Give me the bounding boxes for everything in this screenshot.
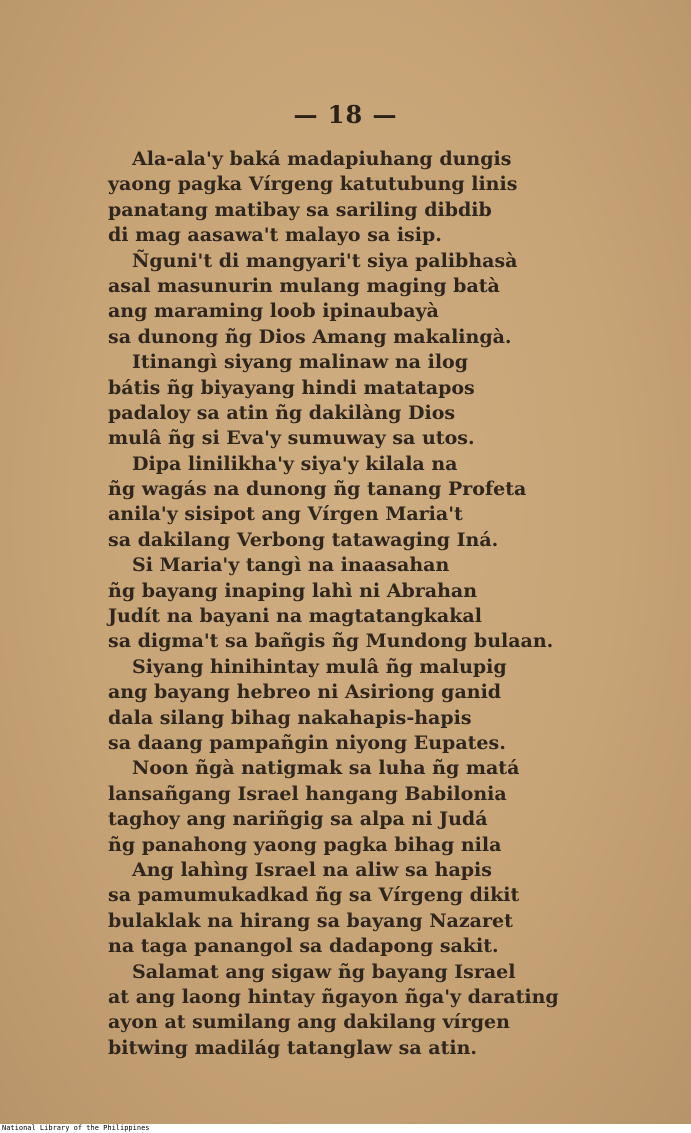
stanza bbox=[108, 147, 608, 249]
poem-line: Noon ñgà natigmak sa luha ñg matá bbox=[132, 757, 520, 780]
poem-line: Dipa linilikha'y siya'y kilala na bbox=[132, 452, 458, 475]
poem-line: ang maraming loob ipinaubayà bbox=[108, 300, 439, 323]
poem-line: sa daang pampañgin niyong Eupates. bbox=[108, 731, 506, 754]
poem-line: Salamat ang sigaw ñg bayang Israel bbox=[132, 960, 516, 983]
poem-line: Siyang hinihintay mulâ ñg malupig bbox=[132, 655, 507, 678]
poem-line: ayon at sumilang ang dakilang vírgen bbox=[108, 1011, 510, 1034]
poem-line: taghoy ang nariñgig sa alpa ni Judá bbox=[108, 808, 488, 831]
poem-line: padaloy sa atin ñg dakilàng Dios bbox=[108, 401, 456, 424]
poem-line: ñg bayang inaping lahì ni Abrahan bbox=[108, 579, 478, 602]
stanza bbox=[108, 350, 608, 452]
stanza bbox=[108, 655, 608, 757]
stanza bbox=[108, 249, 608, 351]
poem-line: Itinangì siyang malinaw na ilog bbox=[132, 351, 468, 374]
poem-line: asal masunurin mulang maging batà bbox=[108, 274, 500, 297]
page-number: — 18 — bbox=[293, 100, 398, 129]
poem-line: at ang laong hintay ñgayon ñga'y darating bbox=[108, 985, 559, 1008]
poem-line: bátis ñg biyayang hindi matatapos bbox=[108, 376, 475, 399]
poem-line: panatang matibay sa sariling dibdib bbox=[108, 198, 492, 221]
poem-line: bulaklak na hirang sa bayang Nazaret bbox=[108, 909, 513, 932]
poem-line: Ñguni't di mangyari't siya palibhasà bbox=[132, 249, 518, 272]
poem-line: bitwing madilág tatanglaw sa atin. bbox=[108, 1036, 478, 1059]
poem-line: sa dakilang Verbong tatawaging Iná. bbox=[108, 528, 499, 551]
stanza bbox=[108, 452, 608, 554]
stanza bbox=[108, 858, 608, 960]
stanza bbox=[108, 756, 608, 858]
stanza bbox=[108, 553, 608, 655]
poem-line: ang bayang hebreo ni Asiriong ganid bbox=[108, 681, 502, 704]
poem-line: Si Maria'y tangì na inaasahan bbox=[132, 554, 450, 577]
poem-line: sa digma't sa bañgis ñg Mundong bulaan. bbox=[108, 630, 554, 653]
library-credit: National Library of the Philippines bbox=[2, 1124, 150, 1132]
poem-line: anila'y sisipot ang Vírgen Maria't bbox=[108, 503, 463, 526]
poem-line: dala silang bihag nakahapis-hapis bbox=[108, 706, 472, 729]
poem-line: lansañgang Israel hangang Babilonia bbox=[108, 782, 507, 805]
poem-line: yaong pagka Vírgeng katutubung linis bbox=[108, 173, 518, 196]
poem-line: ñg wagás na dunong ñg tanang Profeta bbox=[108, 478, 527, 501]
poem-line: Ala-ala'y baká madapiuhang dungis bbox=[132, 148, 512, 170]
poem-body bbox=[108, 147, 608, 1061]
poem-line: ñg panahong yaong pagka bihag nila bbox=[108, 833, 502, 856]
poem-line: sa pamumukadkad ñg sa Vírgeng dikit bbox=[108, 884, 520, 907]
poem-line: sa dunong ñg Dios Amang makalingà. bbox=[108, 325, 512, 348]
poem-line: Judít na bayani na magtatangkakal bbox=[108, 605, 482, 628]
poem-line: mulâ ñg si Eva'y sumuway sa utos. bbox=[108, 427, 475, 450]
poem-line: na taga panangol sa dadapong sakit. bbox=[108, 935, 499, 958]
stanza bbox=[108, 960, 608, 1062]
poem-line: di mag aasawa't malayo sa isip. bbox=[108, 224, 442, 247]
poem-line: Ang lahìng Israel na aliw sa hapis bbox=[132, 858, 492, 881]
footer-bar bbox=[0, 1124, 691, 1133]
